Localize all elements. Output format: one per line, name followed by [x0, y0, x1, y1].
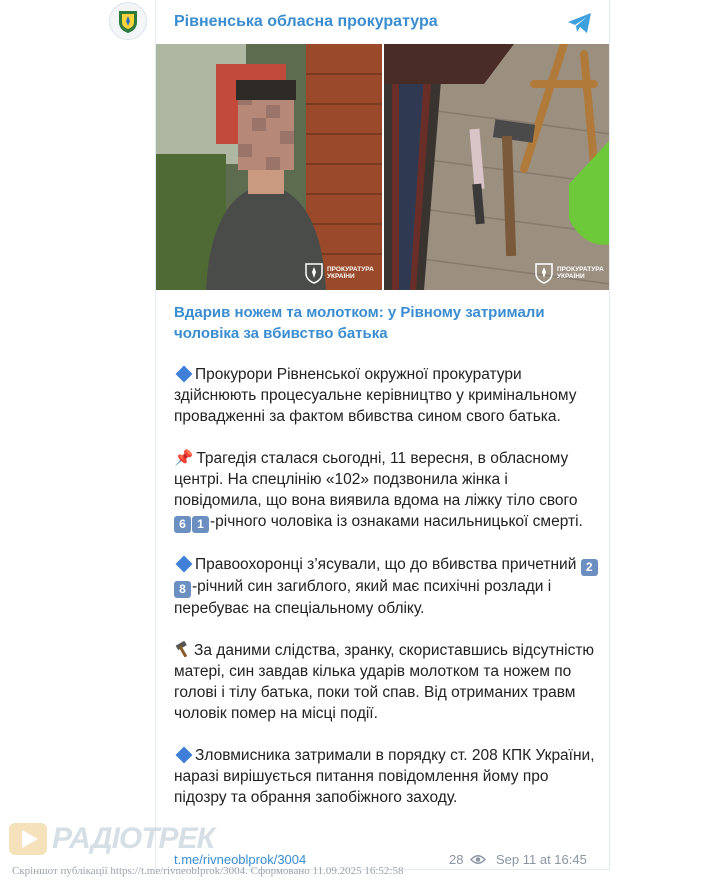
blue-diamond-icon [176, 747, 193, 764]
prosecutor-emblem-icon [304, 262, 324, 284]
eye-icon [470, 854, 486, 865]
prosecutor-emblem-icon [115, 8, 141, 34]
photo-suspect[interactable] [156, 44, 382, 290]
paragraph: Прокурори Рівненської окружної прокуратури здійснюють процесуальне керівництво у кримінальному провадженні за фактом вбивства сином свого батька. [174, 366, 577, 425]
view-count: 28 [449, 852, 464, 867]
photo-watermark-right [534, 262, 605, 284]
keycap-digit: 2 [581, 559, 598, 576]
keycap-digit: 1 [192, 516, 209, 533]
post-link[interactable]: t.me/rivneoblprok/3004 [174, 852, 307, 867]
telegram-icon[interactable] [567, 12, 593, 34]
keycap-digit: 8 [174, 581, 191, 598]
photo-evidence[interactable] [384, 44, 610, 290]
radiotrek-logo [8, 822, 214, 856]
post-date[interactable]: Sep 11 at 16:45 [496, 852, 587, 867]
telegram-post-card [155, 0, 610, 870]
play-logo-icon [8, 822, 48, 856]
paragraph: Зловмисника затримали в порядку ст. 208 КПК України, наразі вирішується питання повідомлення йому про підозру та обрання запобіжного заходу. [174, 747, 595, 806]
watermark-text: ПРОКУРАТУРА УКРАЇНИ [557, 266, 604, 280]
photo-watermark-left [304, 262, 375, 284]
keycap-digit: 6 [174, 516, 191, 533]
pushpin-icon: 📌 [174, 450, 194, 467]
prosecutor-emblem-icon [534, 262, 554, 284]
channel-avatar[interactable] [109, 2, 147, 40]
paragraph: 📌 Трагедія сталася сьогодні, 11 вересня, в обласному центрі. На спецлінію «102» подзвонила жінка і повідомила, що вона виявила вдома на ліжку тіло свого 6 1 -річного чоловіка із ознаками насильницької смерті. [174, 450, 583, 531]
blue-diamond-icon [176, 366, 193, 383]
paragraph: За даними слідства, зранку, скориставшись відсутністю матері, син завдав кілька ударів молотком та ножем по голові і тілу батька, поки той спав. Від отриманих травм чоловік помер на місці події. [174, 642, 595, 722]
hammer-icon [174, 641, 192, 657]
suspect-photo-image [156, 44, 382, 290]
evidence-photo-image [384, 44, 610, 290]
logo-text: РАДІОТРЕК [52, 822, 215, 855]
post-photos [156, 44, 610, 290]
blue-diamond-icon [176, 556, 193, 573]
screenshot-caption: Скріншот публікації https://t.me/rivneoblprok/3004. Сформовано 11.09.2025 16:52:58 [12, 865, 404, 877]
watermark-text: ПРОКУРАТУРА УКРАЇНИ [327, 266, 374, 280]
paragraph: Правоохоронці з’ясували, що до вбивства причетний 28 -річний син загиблого, який має психічні розлади і перебуває на спеціальному обліку. [174, 554, 599, 619]
post-title[interactable]: Вдарив ножем та молотком: у Рівному затримали чоловіка за вбивство батька [174, 304, 545, 342]
post-body [174, 364, 599, 829]
channel-name[interactable]: Рівненська обласна прокуратура [174, 13, 438, 30]
